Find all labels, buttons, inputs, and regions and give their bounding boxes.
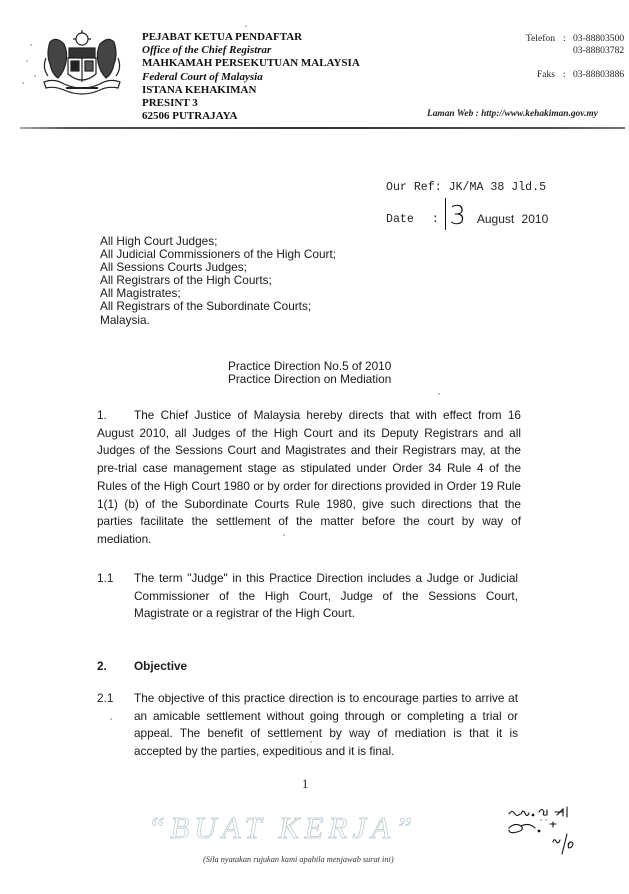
- paragraph-text: The term "Judge" in this Practice Direction includes a Judge or Judicial Commissioner of the High Court, Judge of the Sessions Court, Magistrate or a registrar of the High Court.: [134, 571, 518, 621]
- reference-line: [386, 181, 546, 194]
- date-month-year: August 2010: [476, 212, 549, 226]
- telefon-label: Telefon: [525, 33, 555, 44]
- ref-value: JK/MA 38 Jld.5: [448, 181, 547, 194]
- faks-label: Faks: [536, 68, 555, 80]
- addressee-item: All Registrars of the High Courts;: [100, 273, 272, 288]
- date-separator: :: [431, 212, 439, 226]
- website-link[interactable]: Laman Web : http://www.kehakiman.gov.my: [427, 109, 598, 119]
- paragraph-2-1: [97, 690, 518, 761]
- address-line-3: 62506 PUTRAJAYA: [142, 110, 238, 123]
- telefon-separator: :: [563, 33, 566, 44]
- paragraph-1-1: [97, 570, 518, 623]
- addressee-item: All Registrars of the Subordinate Courts;: [100, 299, 312, 314]
- section-2-heading: [97, 659, 187, 673]
- date-line: [386, 201, 549, 231]
- addressee-item: All Judicial Commissioners of the High Court;: [100, 247, 337, 262]
- reply-reference-note: (Sila nyatakan rujukan kami apabila menjawab surat ini): [203, 855, 394, 864]
- paragraph-number: 1.: [97, 408, 107, 422]
- date-label: Date: [386, 212, 414, 226]
- addressee-item: All Sessions Courts Judges;: [100, 260, 247, 275]
- motto-watermark: “BUAT KERJA”: [148, 810, 418, 845]
- addressee-item: All Magistrates;: [100, 286, 181, 301]
- ref-label: Our Ref:: [386, 181, 442, 194]
- office-name-malay: PEJABAT KETUA PENDAFTAR: [142, 31, 303, 43]
- section-title: Objective: [134, 659, 188, 673]
- section-number: 2.: [97, 659, 107, 673]
- office-name-english: Office of the Chief Registrar: [142, 44, 272, 57]
- telefon-number-1: 03-88803500: [573, 33, 625, 44]
- paragraph-number: 2.1: [97, 691, 114, 705]
- paragraph-text: The objective of this practice direction is to encourage parties to arrive at an amicable settlement without going through or completing a trial or appeal. The benefit of settlement by way of mediation is that it is accepted by the parties, expeditious and it is final.: [134, 691, 518, 759]
- address-line-2: PRESINT 3: [142, 97, 198, 110]
- paragraph-number: 1.1: [97, 571, 114, 585]
- letterhead-divider: [20, 127, 625, 129]
- paragraph-text: The Chief Justice of Malaysia hereby directs that with effect from 16 August 2010, all Judges of the High Court and its Deputy Registrars and all Judges of the Sessions Court and Magistrates and their Registrars may, at the pre-trial case management stage as stipulated under Order 34 Rule 4 of the Rules of the High Court 1980 or by order for directions provided in Order 19 Rule 1(1) (b) of the Subordinate Courts Rule 1980, give such directions that the parties facilitate the settlement of the matter before the court by way of mediation.: [97, 408, 521, 546]
- handwritten-annotation: [505, 802, 615, 862]
- coat-of-arms-icon: [36, 28, 128, 96]
- court-name-malay: MAHKAMAH PERSEKUTUAN MALAYSIA: [142, 57, 360, 70]
- faks-separator: :: [563, 68, 566, 80]
- addressee-list: [100, 235, 336, 327]
- title-line-2: Practice Direction on Mediation: [228, 372, 392, 387]
- court-name-english: Federal Court of Malaysia: [142, 70, 263, 83]
- handwritten-day: 3: [445, 201, 467, 231]
- page-number: 1: [302, 777, 309, 791]
- paragraph-1: [97, 407, 521, 549]
- title-line-1: Practice Direction No.5 of 2010: [228, 359, 392, 373]
- letterhead-address: [142, 31, 360, 123]
- telefon-number-2: 03-88803782: [573, 45, 625, 57]
- address-line-1: ISTANA KEHAKIMAN: [142, 83, 257, 96]
- addressee-item: All High Court Judges;: [100, 234, 218, 248]
- contact-block: [505, 33, 624, 81]
- document-title: [228, 360, 391, 386]
- faks-number: 03-88803886: [573, 68, 625, 80]
- addressee-item: Malaysia.: [100, 312, 150, 327]
